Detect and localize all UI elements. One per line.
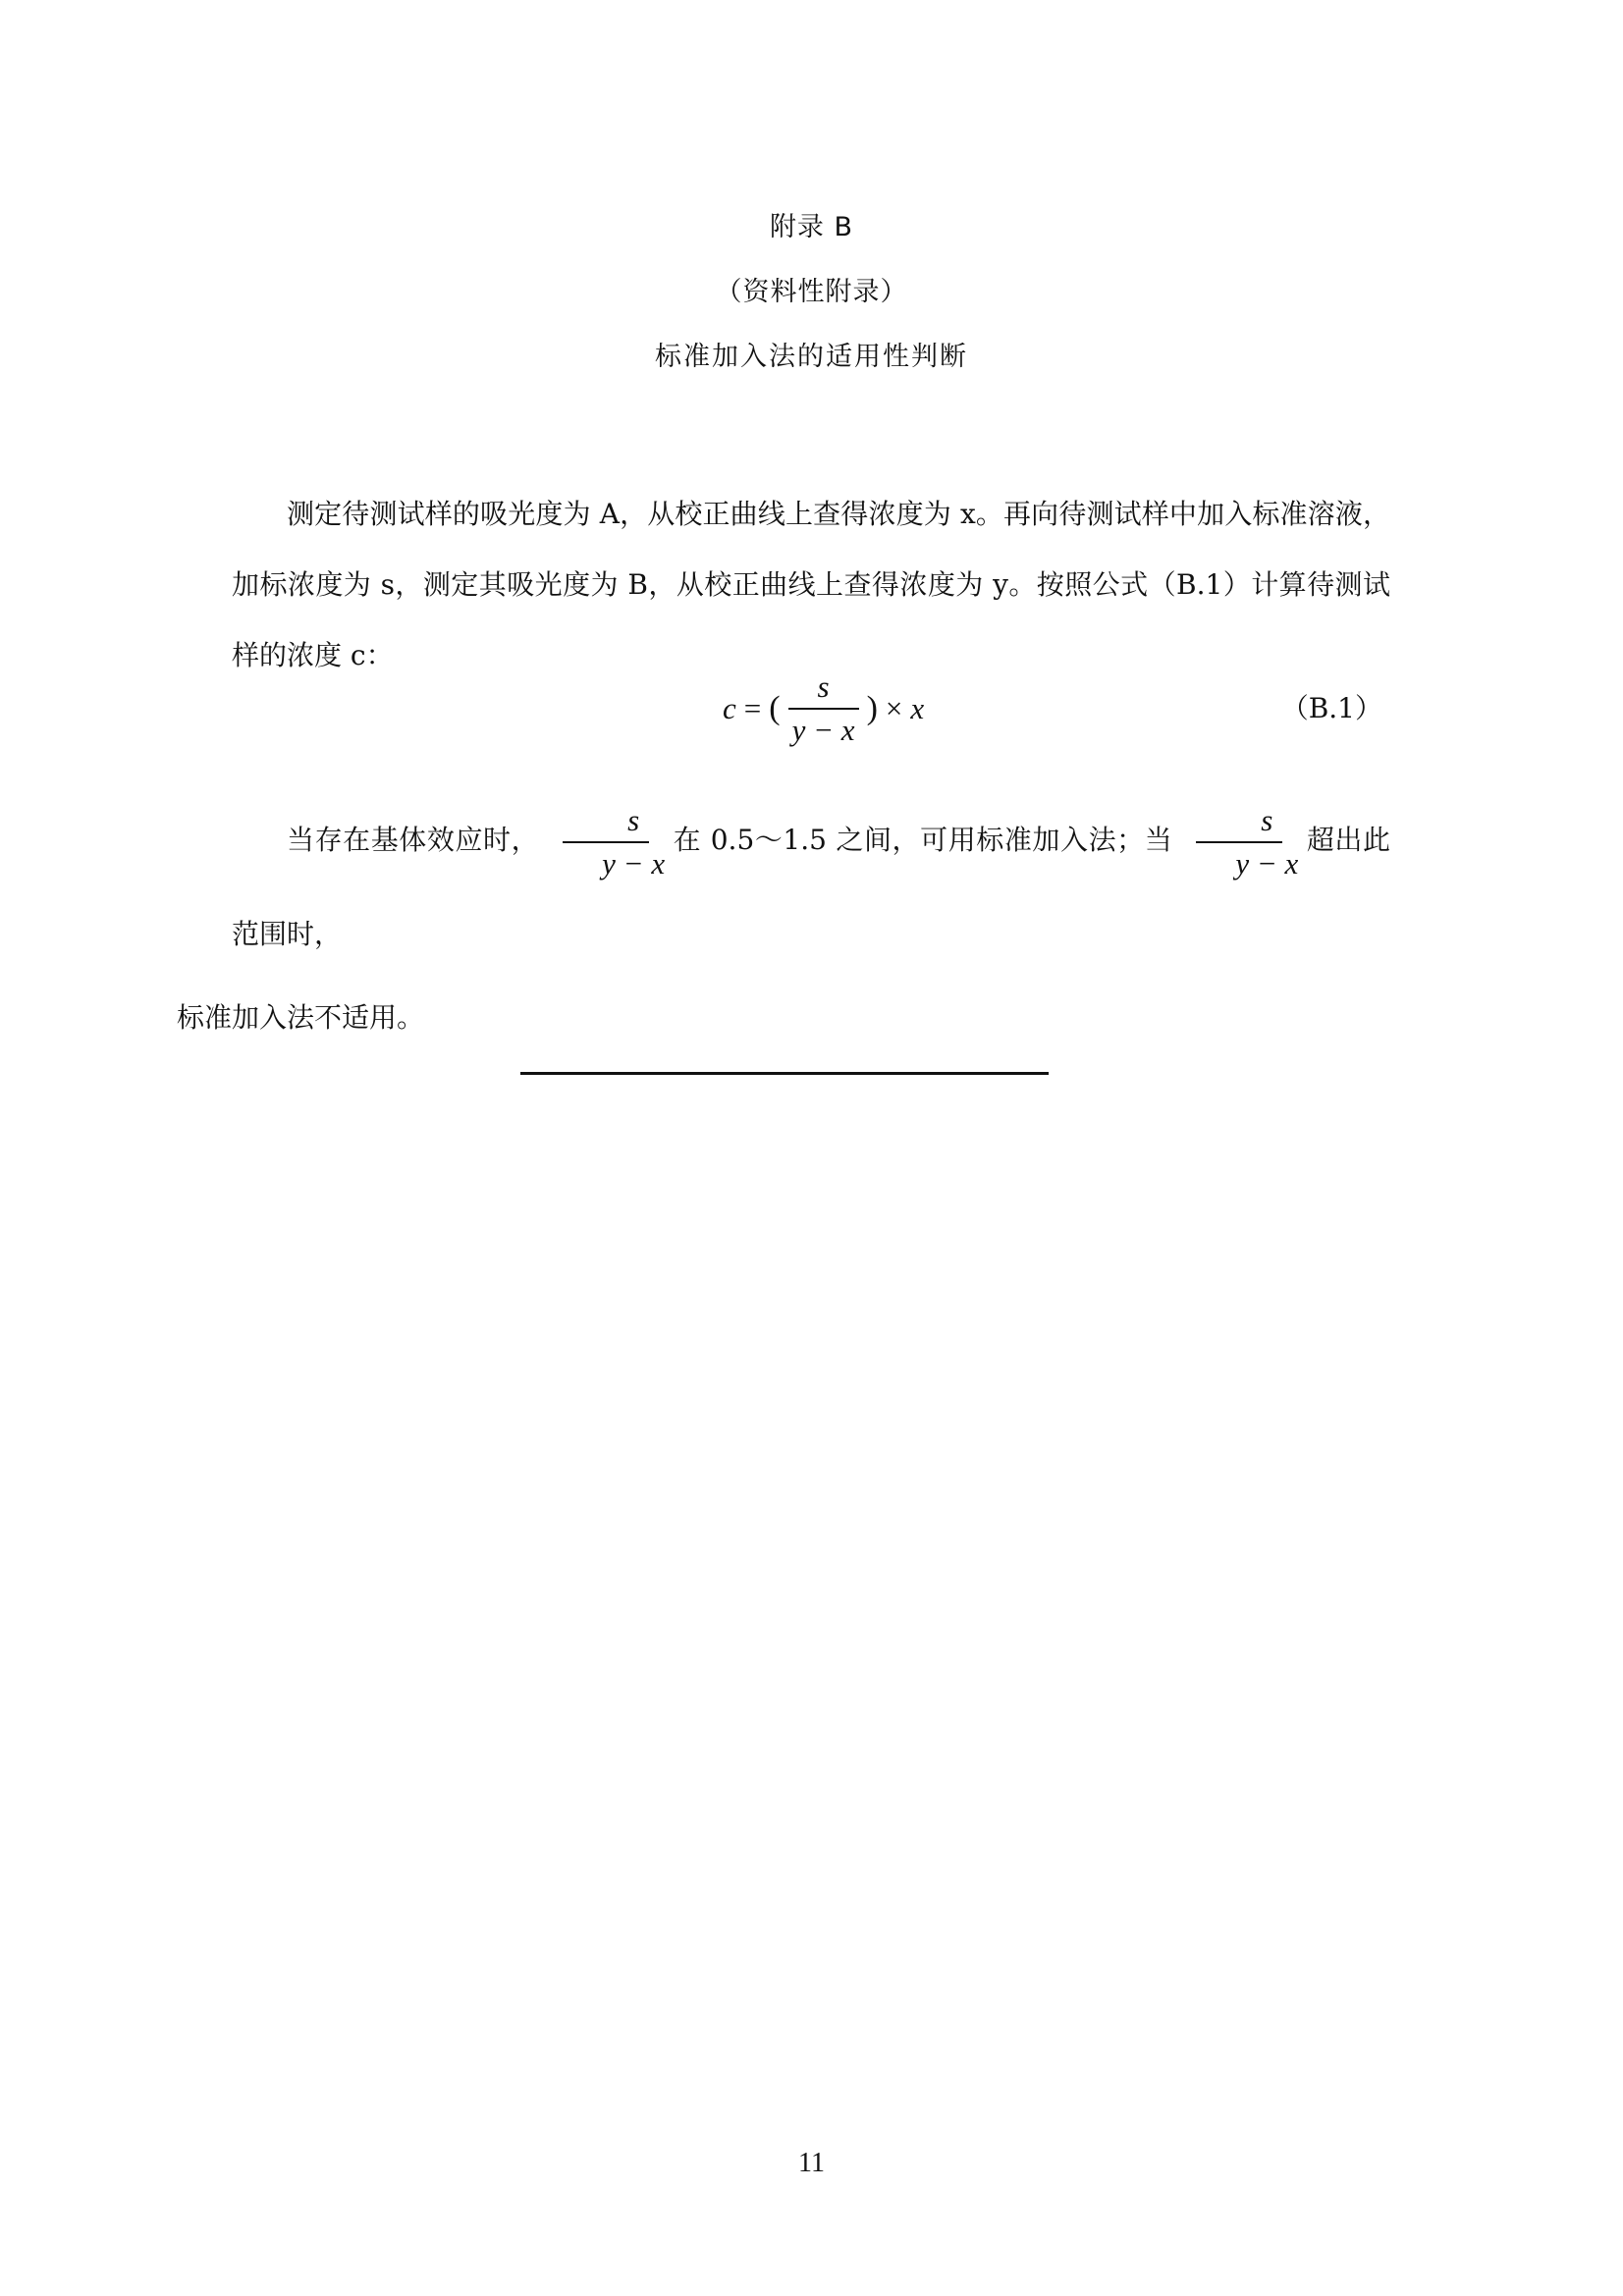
fraction-1 xyxy=(547,802,665,882)
formula-fraction xyxy=(788,668,859,749)
fraction-2 xyxy=(1180,802,1298,882)
appendix-subtitle: （资料性附录） xyxy=(715,277,908,307)
end-divider xyxy=(520,1072,1049,1075)
formula-open-paren: ( xyxy=(769,690,781,726)
fraction-2-numerator: s xyxy=(1196,802,1282,843)
formula-times: × xyxy=(885,691,903,725)
fraction-2-denominator: y − x xyxy=(1235,845,1299,881)
formula-lhs: c xyxy=(723,691,736,725)
fraction-1-numerator: s xyxy=(563,802,649,843)
appendix-title: 标准加入法的适用性判断 xyxy=(655,342,968,372)
formula-denominator: y − x xyxy=(791,713,855,747)
text-part1: 当存在基体效应时， xyxy=(287,824,540,856)
formula-equals: = xyxy=(743,691,762,725)
text-part2: 在 0.5～1.5 之间，可用标准加入法；当 xyxy=(673,824,1173,856)
appendix-label: 附录 B xyxy=(769,212,854,242)
formula-b1 xyxy=(232,660,1390,758)
formula-rhs: x xyxy=(910,691,925,725)
formula-expression xyxy=(723,660,924,758)
paragraph-measurement: 测定待测试样的吸光度为 A，从校正曲线上查得浓度为 x。再向待测试样中加入标准溶液，加标浓度为 s，测定其吸光度为 B，从校正曲线上查得浓度为 y。按照公式（B.1）计算待测试样的浓度 c： xyxy=(232,498,1390,671)
fraction-1-denominator: y − x xyxy=(602,845,666,881)
text-part3: 超出此范围时， xyxy=(232,824,1390,950)
page-number: 11 xyxy=(798,2148,825,2178)
paragraph-applicability-line1 xyxy=(232,793,1390,982)
formula-numerator: s xyxy=(788,668,859,710)
formula-close-paren: ) xyxy=(866,690,878,726)
text-part4: 标准加入法不适用。 xyxy=(177,1001,425,1034)
formula-label: （B.1） xyxy=(1280,692,1382,724)
paragraph-applicability xyxy=(177,793,1390,1044)
